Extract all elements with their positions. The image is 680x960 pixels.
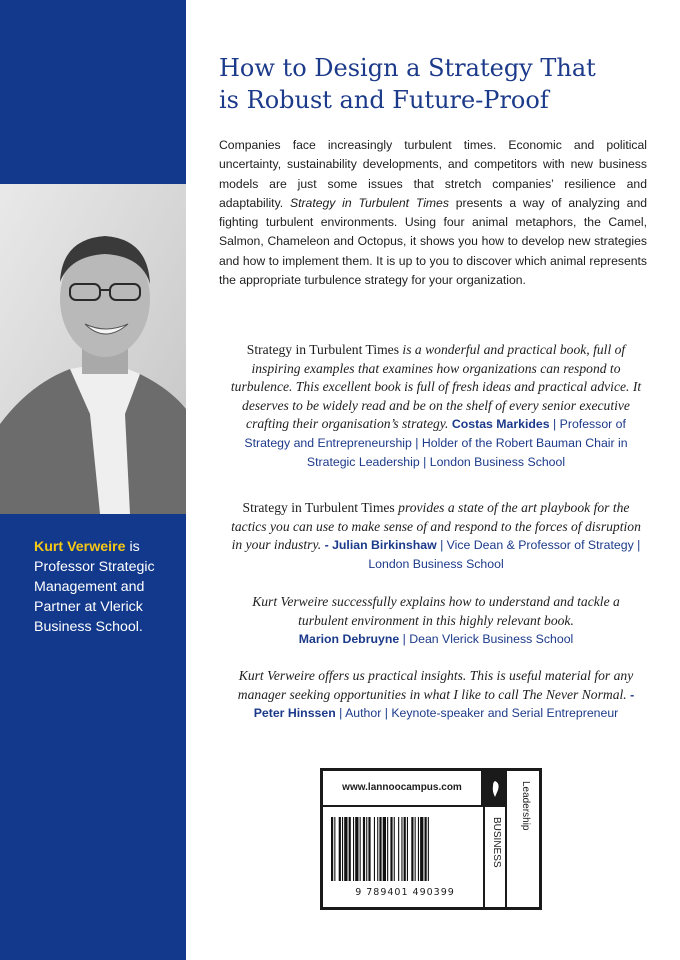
author-photo	[0, 184, 186, 514]
quote-author-role: | Professor of Strategy and Entrepreneurship | Holder of the Robert Bauman Chair in Strategic Leadership | London Business School	[244, 417, 628, 469]
author-portrait-image	[0, 184, 186, 514]
title-line-2: is Robust and Future-Proof	[219, 86, 549, 114]
category-business: BUSINESS	[491, 817, 502, 868]
author-bio-text: is Professor Strategic Management and Partner at Vlerick Business School.	[34, 539, 155, 635]
endorsement-quote	[226, 593, 646, 649]
intro-paragraph	[219, 136, 647, 290]
quote-author: Costas Markides	[451, 417, 550, 432]
author-name: Kurt Verweire	[34, 539, 126, 555]
intro-text-2: presents a way of analyzing and fighting turbulent environments. Using four animal metaphors, the Camel, Salmon, Chameleon and Octopus, it shows you how to develop new strategies and how to implement them. It is up to you to discover which animal represents the appropriate turbulence strategy for your organization.	[219, 195, 648, 288]
publisher-url: www.lannoocampus.com	[323, 771, 483, 807]
intro-text-1: Companies face increasingly turbulent times. Economic and political uncertainty, sustainability developments, and competitors with new business models are just some issues that stretch companies’ resilience and adaptability.	[219, 138, 647, 210]
quote-author-role: | Author | Keynote-speaker and Serial Entrepreneur	[339, 706, 619, 721]
barcode-box	[320, 768, 542, 910]
quote-author: - Julian Birkinshaw	[324, 538, 437, 553]
title-line-1: How to Design a Strategy That	[219, 54, 596, 82]
quote-text: is a wonderful and practical book, full of inspiring examples that examines how organizations can respond to turbulence. This excellent book is full of fresh ideas and practical advice. It deserves to be widely read and be on the shelf of every senior executive crafting their organisation’s strategy.	[230, 342, 642, 432]
category-leadership: Leadership	[520, 781, 531, 831]
endorsement-quote	[226, 341, 646, 471]
endorsement-quote	[226, 499, 646, 573]
quote-book-title: Strategy in Turbulent Times	[246, 342, 400, 357]
intro-book-title: Strategy in Turbulent Times	[289, 195, 449, 210]
author-bio	[34, 537, 184, 637]
quote-text: Kurt Verweire offers us practical insights. This is useful material for any manager seeking opportunities in what I like to call The Never Normal.	[237, 668, 634, 702]
quote-author-role: | Vice Dean & Professor of Strategy | London Business School	[368, 538, 641, 571]
quote-text: Kurt Verweire successfully explains how to understand and tackle a turbulent environment in this highly relevant book.	[252, 594, 620, 628]
isbn-number: 9 789401 490399	[355, 887, 455, 898]
quote-text: provides a state of the art playbook for the tactics you can use to make sense of and respond to the forces of disruption in your industry.	[231, 500, 641, 553]
quote-author: - Peter Hinssen	[253, 687, 635, 721]
barcode-bars	[331, 817, 479, 881]
endorsement-quote	[226, 667, 646, 723]
quote-author: Marion Debruyne	[298, 632, 400, 647]
publisher-logo-icon	[483, 771, 507, 807]
quote-book-title: Strategy in Turbulent Times	[242, 500, 395, 515]
page-title	[219, 52, 659, 116]
quote-author-role: | Dean Vlerick Business School	[402, 632, 574, 647]
